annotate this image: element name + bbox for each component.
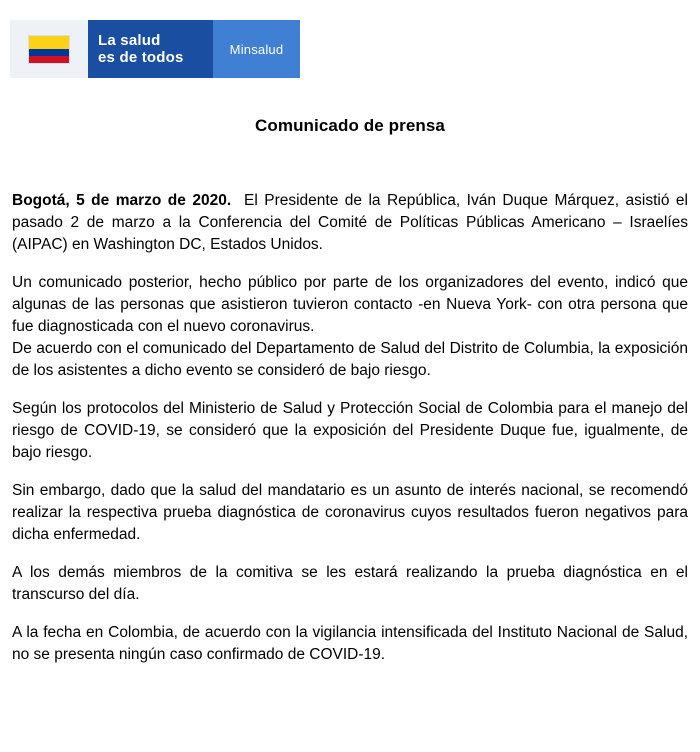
paragraph: Sin embargo, dado que la salud del mandatario es un asunto de interés nacional, se recomendó realizar la respectiva prueba diagnóstica de coronavirus cuyos resultados fueron negativos para dicha enfermedad. (12, 482, 688, 543)
slogan-line-1: La salud (98, 32, 161, 49)
institutional-logo-band (10, 20, 300, 78)
paragraph: Un comunicado posterior, hecho público por parte de los organizadores del evento, indicó que algunas de las personas que asistieron tuvieron contacto -en Nueva York- con otra persona que fue diagnosticada con el nuevo coronavirus. (12, 274, 688, 335)
ministry-label: Minsalud (229, 41, 284, 57)
flag-band-yellow (29, 36, 69, 50)
paragraph-lead (12, 190, 688, 256)
paragraph: De acuerdo con el comunicado del Departamento de Salud del Distrito de Columbia, la exposición de los asistentes a dicho evento se consideró de bajo riesgo. (12, 340, 688, 379)
slogan-line-2: es de todos (98, 49, 184, 66)
paragraph: A la fecha en Colombia, de acuerdo con la vigilancia intensificada del Instituto Nacional de Salud, no se presenta ningún caso confirmado de COVID-19. (12, 624, 688, 663)
colombia-flag-icon (29, 36, 69, 63)
paragraph: A los demás miembros de la comitiva se les estará realizando la prueba diagnóstica en el transcurso del día. (12, 564, 688, 603)
page-title: Comunicado de prensa (255, 116, 445, 135)
paragraph: Según los protocolos del Ministerio de Salud y Protección Social de Colombia para el manejo del riesgo de COVID-19, se consideró que la exposición del Presidente Duque fue, igualmente, de bajo riesgo. (12, 400, 688, 461)
flag-band-blue (29, 49, 69, 56)
document-body (12, 190, 688, 682)
slogan-box (88, 20, 213, 78)
flag-band-red (29, 56, 69, 63)
ministry-box (213, 20, 300, 78)
flag-box (10, 20, 88, 78)
dateline: Bogotá, 5 de marzo de 2020. (12, 192, 232, 209)
paragraph-text: El Presidente de la República, Iván Duque Márquez, asistió el pasado 2 de marzo a la Conferencia del Comité de Políticas Públicas Americano – Israelíes (AIPAC) en Washington DC, Estados Unidos. (12, 192, 688, 253)
